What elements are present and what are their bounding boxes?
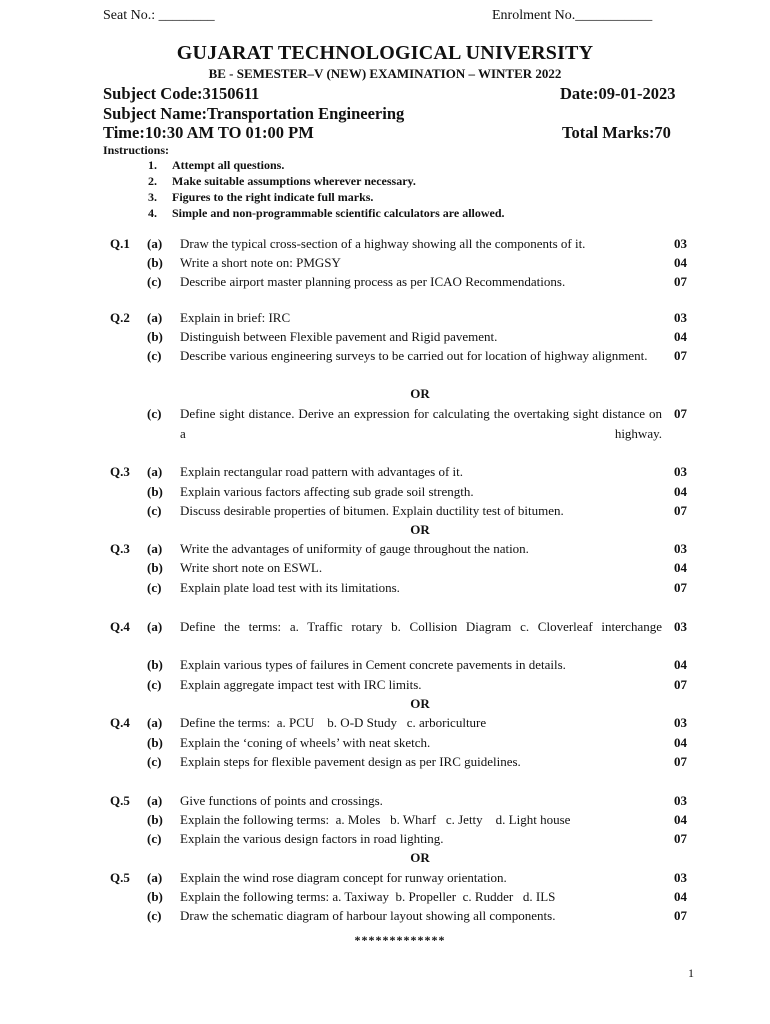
question-marks: 07 xyxy=(674,274,687,289)
university-title: GUJARAT TECHNOLOGICAL UNIVERSITY xyxy=(176,42,594,64)
question-text: Distinguish between Flexible pavement and Rigid pavement. xyxy=(180,329,498,344)
question-label: Q.3 xyxy=(110,541,130,556)
question-text: Explain the following terms: a. Moles b. Wharf c. Jetty d. Light house xyxy=(180,812,571,827)
question-marks: 03 xyxy=(674,464,687,479)
question-marks: 03 xyxy=(674,619,687,634)
question-marks: 07 xyxy=(674,754,687,769)
question-text: Discuss desirable properties of bitumen. Explain ductility test of bitumen. xyxy=(180,503,564,518)
question-text: Explain various types of failures in Cement concrete pavements in details. xyxy=(180,657,566,672)
subquestion-label: (b) xyxy=(147,657,163,672)
question-text: Explain rectangular road pattern with advantages of it. xyxy=(180,464,464,479)
subquestion-label: (c) xyxy=(147,348,162,363)
subquestion-label: (c) xyxy=(147,503,162,518)
question-marks: 07 xyxy=(674,503,687,518)
question-label: Q.4 xyxy=(110,619,130,634)
instructions-heading: Instructions: xyxy=(103,143,170,157)
subquestion-label: (c) xyxy=(147,677,162,692)
question-text: Define sight distance. Derive an expression for calculating the overtaking sight distance on a highway. xyxy=(180,406,662,441)
question-marks: 04 xyxy=(674,484,687,499)
question-text: Draw the typical cross-section of a highway showing all the components of it. xyxy=(180,236,586,251)
question-text: Give functions of points and crossings. xyxy=(180,793,383,808)
subquestion-label: (a) xyxy=(147,715,163,730)
question-text: Write short note on ESWL. xyxy=(180,560,323,575)
question-marks: 04 xyxy=(674,812,687,827)
page-number: 1 xyxy=(688,966,694,980)
subquestion-label: (b) xyxy=(147,484,163,499)
question-label: Q.5 xyxy=(110,793,130,808)
question-text: Explain the various design factors in road lighting. xyxy=(180,831,444,846)
question-text: Write the advantages of uniformity of gauge throughout the nation. xyxy=(180,541,529,556)
subquestion-label: (a) xyxy=(147,310,163,325)
question-text: Explain the wind rose diagram concept for runway orientation. xyxy=(180,870,507,885)
question-label: Q.3 xyxy=(110,464,130,479)
instruction-item: 1. Attempt all questions. xyxy=(148,158,285,172)
or-separator: OR xyxy=(410,386,430,401)
instruction-item: 2. Make suitable assumptions wherever necessary. xyxy=(148,174,416,188)
question-marks: 04 xyxy=(674,657,687,672)
question-marks: 04 xyxy=(674,889,687,904)
question-label: Q.1 xyxy=(110,236,130,251)
question-text: Write a short note on: PMGSY xyxy=(180,255,341,270)
exam-title: BE - SEMESTER–V (NEW) EXAMINATION – WINTER 2022 xyxy=(208,66,562,81)
or-separator: OR xyxy=(410,696,430,711)
instruction-item: 4. Simple and non-programmable scientific calculators are allowed. xyxy=(148,206,505,220)
question-marks: 07 xyxy=(674,406,687,421)
subquestion-label: (a) xyxy=(147,870,163,885)
enrolment-number-field: Enrolment No.___________ xyxy=(492,8,653,23)
subquestion-label: (a) xyxy=(147,619,163,634)
subquestion-label: (c) xyxy=(147,274,162,289)
question-marks: 03 xyxy=(674,715,687,730)
question-marks: 03 xyxy=(674,870,687,885)
exam-date: Date:09-01-2023 xyxy=(560,84,676,103)
end-of-paper-marker: ************* xyxy=(354,933,446,947)
question-marks: 03 xyxy=(674,310,687,325)
question-text: Describe various engineering surveys to be carried out for location of highway alignment. xyxy=(180,348,648,363)
question-marks: 04 xyxy=(674,255,687,270)
question-text: Draw the schematic diagram of harbour layout showing all components. xyxy=(180,908,556,923)
question-marks: 04 xyxy=(674,735,687,750)
subquestion-label: (c) xyxy=(147,908,162,923)
question-text: Explain various factors affecting sub grade soil strength. xyxy=(180,484,474,499)
subquestion-label: (c) xyxy=(147,831,162,846)
subquestion-label: (a) xyxy=(147,464,163,479)
question-marks: 07 xyxy=(674,831,687,846)
seat-number-field: Seat No.: ________ xyxy=(103,8,215,23)
question-marks: 07 xyxy=(674,908,687,923)
question-marks: 04 xyxy=(674,329,687,344)
subquestion-label: (a) xyxy=(147,236,163,251)
question-marks: 04 xyxy=(674,560,687,575)
instruction-item: 3. Figures to the right indicate full marks. xyxy=(148,190,374,204)
subquestion-label: (b) xyxy=(147,329,163,344)
total-marks: Total Marks:70 xyxy=(562,123,671,142)
subquestion-label: (a) xyxy=(147,793,163,808)
subquestion-label: (b) xyxy=(147,735,163,750)
or-separator: OR xyxy=(410,522,430,537)
question-label: Q.4 xyxy=(110,715,130,730)
question-marks: 07 xyxy=(674,677,687,692)
subquestion-label: (a) xyxy=(147,541,163,556)
question-text: Define the terms: a. Traffic rotary b. Collision Diagram c. Cloverleaf interchange xyxy=(180,619,662,634)
question-marks: 03 xyxy=(674,793,687,808)
question-label: Q.2 xyxy=(110,310,130,325)
question-text: Explain plate load test with its limitations. xyxy=(180,580,400,595)
subquestion-label: (b) xyxy=(147,255,163,270)
question-text: Explain in brief: IRC xyxy=(180,310,291,325)
question-text: Describe airport master planning process as per ICAO Recommendations. xyxy=(180,274,566,289)
question-text: Explain the following terms: a. Taxiway b. Propeller c. Rudder d. ILS xyxy=(180,889,556,904)
or-separator: OR xyxy=(410,850,430,865)
subject-name: Subject Name:Transportation Engineering xyxy=(103,104,405,123)
question-text: Explain aggregate impact test with IRC limits. xyxy=(180,677,422,692)
subquestion-label: (b) xyxy=(147,889,163,904)
question-text: Explain steps for flexible pavement design as per IRC guidelines. xyxy=(180,754,521,769)
question-label: Q.5 xyxy=(110,870,130,885)
question-marks: 03 xyxy=(674,236,687,251)
question-marks: 07 xyxy=(674,348,687,363)
subquestion-label: (b) xyxy=(147,560,163,575)
subquestion-label: (b) xyxy=(147,812,163,827)
question-text: Explain the ‘coning of wheels’ with neat sketch. xyxy=(180,735,431,750)
subject-code: Subject Code:3150611 xyxy=(103,84,260,103)
question-marks: 07 xyxy=(674,580,687,595)
subquestion-label: (c) xyxy=(147,754,162,769)
subquestion-label: (c) xyxy=(147,406,162,421)
question-text: Define the terms: a. PCU b. O-D Study c. arboriculture xyxy=(180,715,487,730)
subquestion-label: (c) xyxy=(147,580,162,595)
question-marks: 03 xyxy=(674,541,687,556)
exam-time: Time:10:30 AM TO 01:00 PM xyxy=(103,123,314,142)
